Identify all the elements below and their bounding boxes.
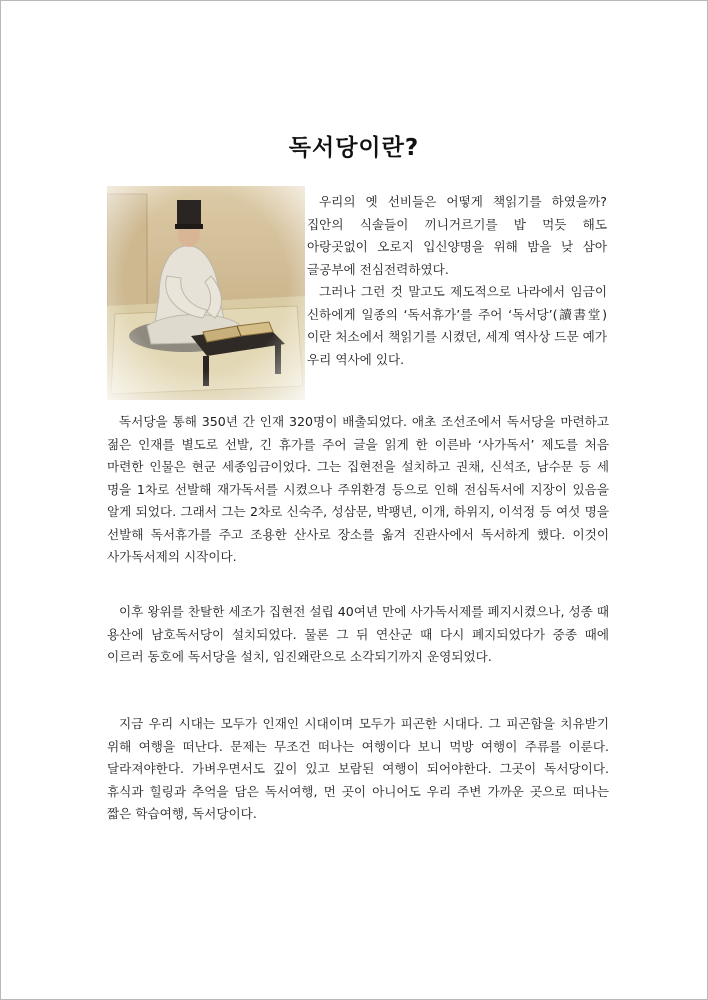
intro-paragraph-2 bbox=[307, 281, 607, 371]
body-paragraph-2 bbox=[107, 601, 609, 669]
intro-paragraph-1 bbox=[307, 191, 607, 281]
body-paragraph-1-text: 독서당을 통해 350년 간 인재 320명이 배출되었다. 애초 조선조에서 독서당을 마련하고 젊은 인재를 별도로 선발, 긴 휴가를 주어 글을 읽게 한 이른바 ‘사가독서’ 제도를 처음 마련한 인물은 현군 세종임금이었다. 그는 집현전을 설치하고 권채, 신석조, 남수문 등 세 명을 1차로 선발해 재가독서를 시켰으나 주위환경 등으로 인해 전심독서에 지장이 있음을 알게 되었다. 그래서 그는 2차로 신숙주, 성삼문, 박팽년, 이개, 하위지, 이석정 등 여섯 명을 선발해 독서휴가를 주고 조용한 산사로 장소를 옮겨 진관사에서 독서하게 했다. 이것이 사가독서제의 시작이다. bbox=[107, 414, 609, 564]
body-paragraph-3 bbox=[107, 713, 609, 826]
scholar-reading-image bbox=[107, 186, 305, 400]
scholar-reading-icon bbox=[107, 186, 305, 400]
page-title: 독서당이란? bbox=[288, 135, 420, 161]
body-paragraph-1 bbox=[107, 411, 609, 569]
body-paragraph-3-text: 지금 우리 시대는 모두가 인재인 시대이며 모두가 피곤한 시대다. 그 피곤함을 치유받기 위해 여행을 떠난다. 문제는 무조건 떠나는 여행이다 보니 먹방 여행이 주류를 이룬다. 달라져야한다. 가벼우면서도 깊이 있고 보람된 여행이 되어야한다. 그곳이 독서당이다. 휴식과 힐링과 추억을 담은 독서여행, 먼 곳이 아니어도 우리 주변 가까운 곳으로 떠나는 짧은 학습여행, 독서당이다. bbox=[107, 716, 609, 821]
intro-paragraph-2-text: 그러나 그런 것 말고도 제도적으로 나라에서 임금이 신하에게 일종의 ‘독서휴가’를 주어 ‘독서당’(讀書堂)이란 처소에서 책읽기를 시켰던, 세계 역사상 드문 예가 우리 역사에 있다. bbox=[307, 284, 607, 367]
body-paragraph-2-text: 이후 왕위를 찬탈한 세조가 집현전 설립 40여년 만에 사가독서제를 폐지시켰으나, 성종 때 용산에 남호독서당이 설치되었다. 물론 그 뒤 연산군 때 다시 폐지되었다가 중종 때에 이르러 동호에 독서당을 설치, 임진왜란으로 소각되기까지 운영되었다. bbox=[107, 604, 609, 664]
intro-paragraph-1-text: 우리의 옛 선비들은 어떻게 책읽기를 하였을까? 집안의 식솔들이 끼니거르기를 밥 먹듯 해도 아랑곳없이 오로지 입신양명을 위해 밤을 낮 삼아 글공부에 전심전력하였다. bbox=[307, 194, 607, 277]
